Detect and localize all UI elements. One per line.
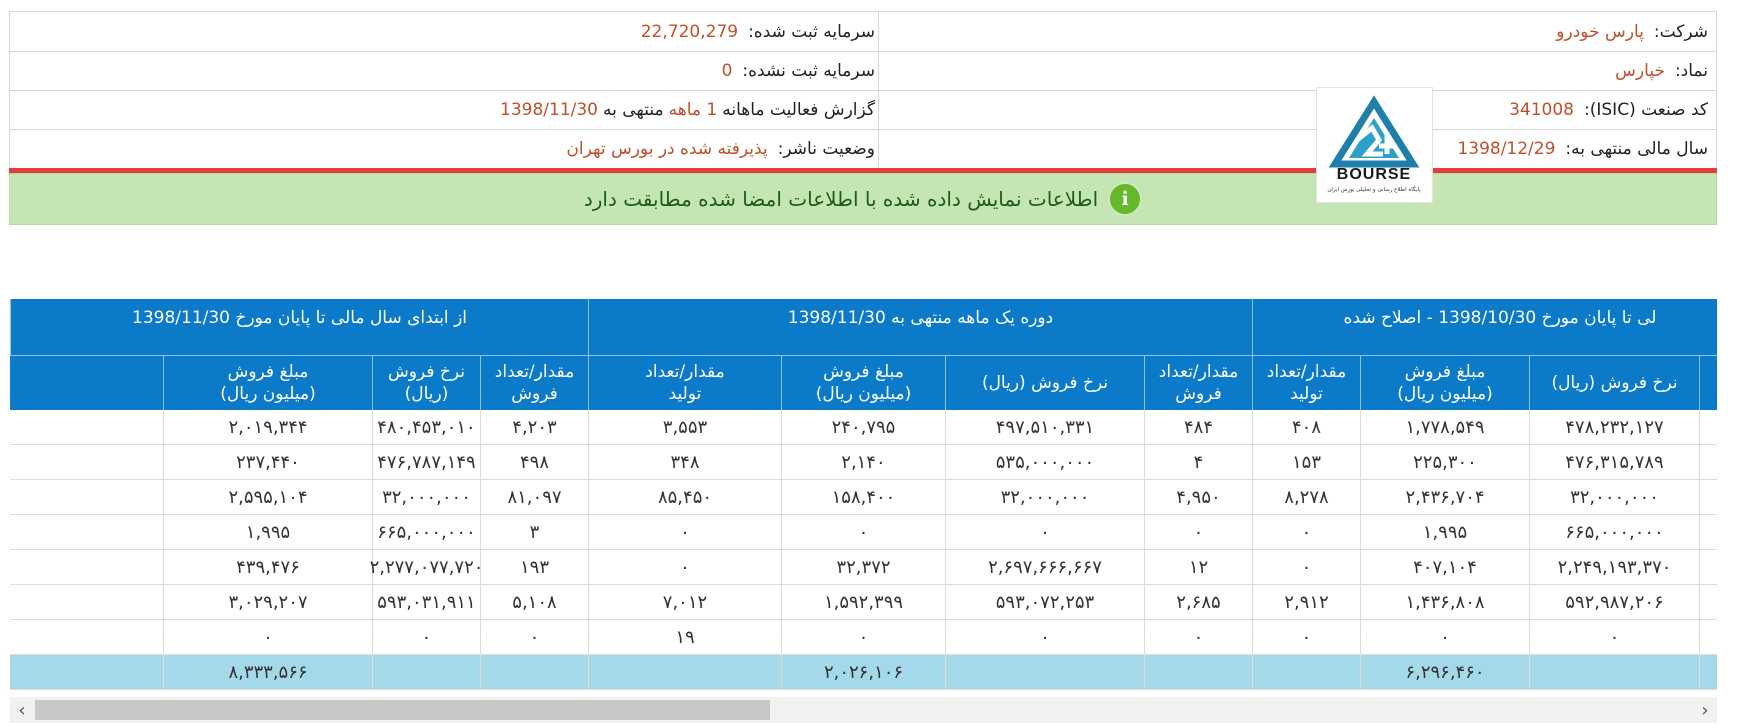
table-row [10,585,1717,620]
isic-field [1509,90,1708,129]
column-header-10: مبلغ فروش (میلیون ریال) [163,356,372,410]
table-total-row [10,655,1717,690]
table-cell: ۲,۱۴۰ [781,445,945,479]
table-cell [1699,410,1747,444]
fiscal-year-field [1457,129,1708,168]
report-title-field [500,90,875,129]
logo-text: BOURSE [1336,166,1412,183]
table-row [10,410,1717,445]
table-cell: ۲,۵۹۵,۱۰۴ [163,480,372,514]
column-header-3: مقدار/تعداد تولید [1252,356,1360,410]
table-cell: ۰ [1529,620,1699,654]
table-cell: ۴۷۸,۲۳۲,۱۲۷ [1529,410,1699,444]
table-cell: ۰ [588,550,781,584]
column-header-2: مبلغ فروش (میلیون ریال) [1360,356,1529,410]
table-row [10,620,1717,655]
table-cell: ۳۲,۰۰۰,۰۰۰ [372,480,480,514]
table-cell: ۰ [480,620,588,654]
table-cell: ۰ [1252,620,1360,654]
sales-table[interactable] [10,299,1728,697]
table-cell: ۰ [588,515,781,549]
table-cell: ۲,۶۸۵ [1144,585,1252,619]
table-cell: ۱۲ [1144,550,1252,584]
table-group-header-row [10,299,1717,355]
table-cell: ۰ [945,620,1144,654]
publisher-status-value: پذیرفته شده در بورس تهران [566,138,768,159]
table-cell: ۲,۰۱۹,۳۴۴ [163,410,372,444]
registered-capital-label: سرمایه ثبت شده: [748,21,875,42]
table-cell: ۴۹۸ [480,445,588,479]
table-cell: ۴۷۶,۷۸۷,۱۴۹ [372,445,480,479]
table-cell: ۰ [372,620,480,654]
bourse-logo-icon [1317,88,1432,202]
table-cell: ۰ [1252,515,1360,549]
table-cell: ۵۹۳,۰۷۲,۲۵۳ [945,585,1144,619]
table-cell: ۰ [945,515,1144,549]
group-header-0: لی تا پایان مورخ 1398/10/30 - اصلاح شده [1252,299,1747,355]
info-icon: i [1108,182,1142,216]
table-cell: ۲۲۵,۳۰۰ [1360,445,1529,479]
table-row [10,515,1717,550]
info-row-symbol [10,51,1716,91]
column-header-1: نرخ فروش (ریال) [1529,356,1699,410]
column-header-7: مقدار/تعداد تولید [588,356,781,410]
table-cell: ۳۲,۳۷۲ [781,550,945,584]
table-cell [1699,515,1747,549]
table-cell: ۲۴۰,۷۹۵ [781,410,945,444]
scroll-right-arrow-icon[interactable]: › [1701,699,1709,721]
table-cell: ۳,۵۵۳ [588,410,781,444]
table-cell [1699,550,1747,584]
report-period: 1 ماهه [668,99,718,120]
fiscal-year-label: سال مالی منتهی به: [1565,138,1708,159]
table-cell: ۱,۷۷۸,۵۴۹ [1360,410,1529,444]
table-cell [1529,655,1699,689]
table-cell [1699,445,1747,479]
table-cell: ۱۵۳ [1252,445,1360,479]
table-cell [480,655,588,689]
table-cell: ۴۳۹,۴۷۶ [163,550,372,584]
info-row-company [10,12,1716,52]
table-cell: ۰ [1360,620,1529,654]
table-cell: ۵,۱۰۸ [480,585,588,619]
table-cell [1699,655,1747,689]
isic-label: کد صنعت (ISIC): [1584,99,1708,120]
table-row [10,480,1717,515]
table-cell: ۶۶۵,۰۰۰,۰۰۰ [1529,515,1699,549]
table-cell: ۷,۰۱۲ [588,585,781,619]
table-cell: ۰ [1252,550,1360,584]
table-cell: ۱,۹۹۵ [163,515,372,549]
table-cell: ۲۳۷,۴۴۰ [163,445,372,479]
table-cell: ۵۹۳,۰۳۱,۹۱۱ [372,585,480,619]
unregistered-capital-field [722,51,875,90]
table-cell: ۲,۲۷۷,۰۷۷,۷۲۰ [372,550,480,584]
table-cell: ۳۴۸ [588,445,781,479]
table-cell: ۴,۹۵۰ [1144,480,1252,514]
registered-capital-field [641,12,875,51]
table-cell: ۴۰۸ [1252,410,1360,444]
symbol-label: نماد: [1674,60,1708,81]
table-cell [1699,585,1747,619]
symbol-field [1615,51,1708,90]
isic-value: 341008 [1509,99,1574,120]
table-cell: ۴۹۷,۵۱۰,۳۳۱ [945,410,1144,444]
table-cell: ۸۱,۰۹۷ [480,480,588,514]
registered-capital-value: 22,720,279 [640,21,739,42]
unregistered-capital-value: 0 [721,60,733,81]
column-header-5: نرخ فروش (ریال) [945,356,1144,410]
info-row-isic [10,90,1716,130]
info-row-fiscal [10,129,1716,168]
unregistered-capital-label: سرمایه ثبت نشده: [742,60,875,81]
table-cell: ۲,۲۴۹,۱۹۳,۳۷۰ [1529,550,1699,584]
company-info-panel [9,11,1717,169]
table-cell: ۴۰۷,۱۰۴ [1360,550,1529,584]
table-cell: ۱,۹۹۵ [1360,515,1529,549]
table-column-header-row [10,355,1728,410]
table-cell: ۰ [781,515,945,549]
table-cell: ۲,۹۱۲ [1252,585,1360,619]
verification-notice [9,173,1717,225]
report-suffix: منتهی به [603,99,664,120]
table-cell: ۴۸۴ [1144,410,1252,444]
table-cell: ۰ [781,620,945,654]
table-cell: ۳ [480,515,588,549]
table-cell [945,655,1144,689]
scroll-thumb[interactable] [35,700,770,720]
table-cell: ۲,۰۲۶,۱۰۶ [781,655,945,689]
company-label: شرکت: [1653,21,1708,42]
table-cell: ۶۶۵,۰۰۰,۰۰۰ [372,515,480,549]
group-header-1: دوره یک ماهه منتهی به 1398/11/30 [588,299,1252,355]
verification-message: اطلاعات نمایش داده شده با اطلاعات امضا شده مطابقت دارد [583,187,1099,211]
table-cell: ۴,۲۰۳ [480,410,588,444]
table-cell: ۱,۵۹۲,۳۹۹ [781,585,945,619]
table-row [10,550,1717,585]
table-cell: ۱,۴۳۶,۸۰۸ [1360,585,1529,619]
table-cell: ۳۲,۰۰۰,۰۰۰ [945,480,1144,514]
table-cell: ۱۵۸,۴۰۰ [781,480,945,514]
symbol-value: خپارس [1615,60,1665,81]
logo-subtitle: پایگاه اطلاع رسانی و تحلیلی بورس ایران [1327,187,1421,193]
column-header-8: مقدار/تعداد فروش [480,356,588,410]
horizontal-scrollbar[interactable] [10,697,1717,723]
fiscal-year-value: 1398/12/29 [1457,138,1556,159]
column-header-0: د [1699,356,1747,410]
table-cell: ۲,۶۹۷,۶۶۶,۶۶۷ [945,550,1144,584]
scroll-left-arrow-icon[interactable]: ‹ [18,699,26,721]
table-row [10,445,1717,480]
publisher-status-field [566,129,875,168]
report-prefix: گزارش فعالیت ماهانه [722,99,875,120]
company-field [1556,12,1708,51]
company-value: پارس خودرو [1556,21,1644,42]
table-cell: ۳۲,۰۰۰,۰۰۰ [1529,480,1699,514]
column-header-9: نرخ فروش (ریال) [372,356,480,410]
report-date: 1398/11/30 [500,99,598,120]
publisher-status-label: وضعیت ناشر: [777,138,875,159]
table-cell [1144,655,1252,689]
table-cell: ۸,۲۷۸ [1252,480,1360,514]
column-header-6: مبلغ فروش (میلیون ریال) [781,356,945,410]
table-cell [1699,620,1747,654]
table-cell: ۴۸۰,۴۵۳,۰۱۰ [372,410,480,444]
table-cell: ۵۳۵,۰۰۰,۰۰۰ [945,445,1144,479]
table-cell: ۴ [1144,445,1252,479]
table-cell: ۱۹ [588,620,781,654]
table-cell [1252,655,1360,689]
table-cell: ۴۷۶,۳۱۵,۷۸۹ [1529,445,1699,479]
table-cell: ۰ [1144,620,1252,654]
table-cell: ۲,۴۳۶,۷۰۴ [1360,480,1529,514]
table-cell [372,655,480,689]
table-cell: ۸,۳۳۳,۵۶۶ [163,655,372,689]
table-cell: ۵۹۲,۹۸۷,۲۰۶ [1529,585,1699,619]
table-cell [588,655,781,689]
table-cell: ۸۵,۴۵۰ [588,480,781,514]
column-header-4: مقدار/تعداد فروش [1144,356,1252,410]
table-cell: ۶,۲۹۶,۴۶۰ [1360,655,1529,689]
bourse-logo [1316,87,1433,203]
table-cell [1699,480,1747,514]
group-header-2: از ابتدای سال مالی تا پایان مورخ 1398/11/30 [10,299,588,355]
table-cell: ۳,۰۲۹,۲۰۷ [163,585,372,619]
table-cell: ۱۹۳ [480,550,588,584]
table-cell: ۰ [1144,515,1252,549]
table-cell: ۰ [163,620,372,654]
